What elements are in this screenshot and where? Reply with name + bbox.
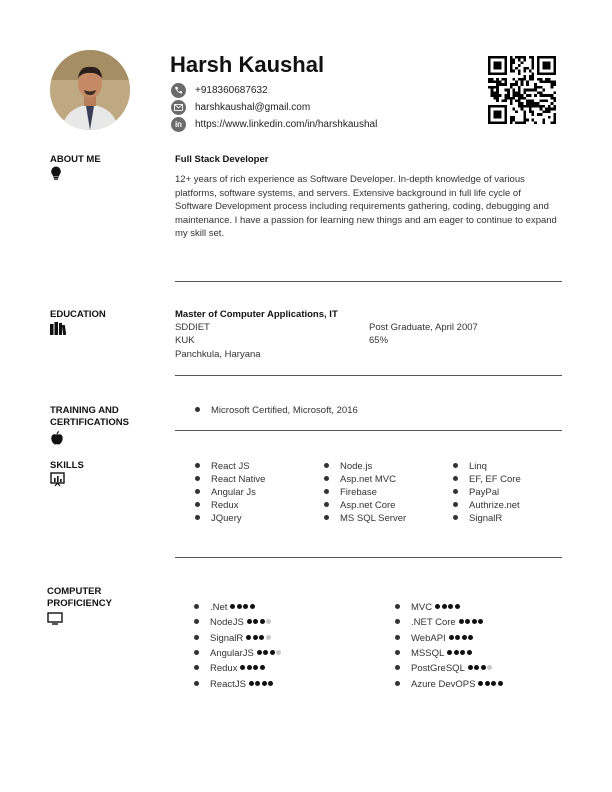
rating-dot bbox=[253, 619, 258, 624]
rating-dot bbox=[448, 604, 453, 609]
email-row bbox=[171, 99, 310, 115]
rating-dot bbox=[442, 604, 447, 609]
rating-dot bbox=[481, 665, 486, 670]
linkedin-icon: in bbox=[171, 117, 186, 132]
lightbulb-icon bbox=[50, 166, 66, 182]
skill-item: PayPal bbox=[453, 486, 521, 499]
proficiency-item bbox=[194, 661, 283, 676]
rating-dot bbox=[266, 635, 271, 640]
education-section-title: EDUCATION bbox=[50, 309, 106, 320]
proficiency-item bbox=[395, 631, 504, 646]
rating-dot bbox=[478, 681, 483, 686]
rating-dot bbox=[474, 665, 479, 670]
qr-code-icon bbox=[488, 56, 556, 124]
university: KUK bbox=[175, 335, 195, 346]
phone-row bbox=[171, 82, 268, 98]
proficiency-left-column bbox=[194, 600, 283, 692]
rating-dot bbox=[468, 665, 473, 670]
rating-dot bbox=[260, 665, 265, 670]
proficiency-item bbox=[194, 677, 283, 692]
rating-dot bbox=[447, 650, 452, 655]
email-icon bbox=[171, 100, 186, 115]
proficiency-item bbox=[395, 600, 504, 615]
proficiency-rating bbox=[468, 660, 494, 675]
rating-dot bbox=[491, 681, 496, 686]
candidate-name: Harsh Kaushal bbox=[170, 52, 325, 77]
presentation-chart-icon bbox=[50, 472, 66, 488]
rating-dot bbox=[276, 650, 281, 655]
rating-dot bbox=[468, 635, 473, 640]
proficiency-skill-name: .NET Core bbox=[411, 617, 456, 629]
rating-dot bbox=[247, 619, 252, 624]
skill-item: Firebase bbox=[324, 486, 406, 499]
proficiency-rating bbox=[435, 599, 461, 614]
skill-item: React Native bbox=[195, 473, 265, 486]
skill-item: Asp.net Core bbox=[324, 499, 406, 512]
divider bbox=[175, 430, 562, 431]
skill-item: MS SQL Server bbox=[324, 512, 406, 525]
skill-item: Angular Js bbox=[195, 486, 265, 499]
rating-dot bbox=[487, 665, 492, 670]
skills-column-2 bbox=[324, 460, 406, 525]
rating-dot bbox=[455, 604, 460, 609]
rating-dot bbox=[246, 635, 251, 640]
rating-dot bbox=[253, 635, 258, 640]
proficiency-rating bbox=[246, 630, 272, 645]
degree: Master of Computer Applications, IT bbox=[175, 309, 338, 320]
skill-item: React JS bbox=[195, 460, 265, 473]
email-address[interactable]: harshkaushal@gmail.com bbox=[195, 101, 311, 113]
profile-photo bbox=[50, 50, 130, 130]
proficiency-skill-name: MSSQL bbox=[411, 648, 445, 660]
about-summary: 12+ years of rich experience as Software Developer. In-depth knowledge of various platforms, software systems, and servers. Extensive background in full life cycle of Software Development process including requirements gathering, coding, debugging and maintenance. I have a passion for learning new things and am eager to continue to expand my skill set. bbox=[175, 174, 557, 239]
proficiency-rating bbox=[247, 614, 273, 629]
skill-item: Asp.net MVC bbox=[324, 473, 406, 486]
proficiency-right-column bbox=[395, 600, 504, 692]
rating-dot bbox=[460, 650, 465, 655]
job-role: Full Stack Developer bbox=[175, 154, 269, 165]
training-title-line2: CERTIFICATIONS bbox=[50, 417, 129, 428]
rating-dot bbox=[467, 650, 472, 655]
rating-dot bbox=[255, 681, 260, 686]
rating-dot bbox=[262, 681, 267, 686]
proficiency-item bbox=[194, 615, 283, 630]
rating-dot bbox=[250, 604, 255, 609]
rating-dot bbox=[459, 619, 464, 624]
rating-dot bbox=[263, 650, 268, 655]
certification-item: Microsoft Certified, Microsoft, 2016 bbox=[195, 404, 358, 417]
divider bbox=[175, 281, 562, 282]
linkedin-url[interactable]: https://www.linkedin.com/in/harshkaushal bbox=[195, 118, 378, 130]
education-status: Post Graduate, April 2007 bbox=[369, 322, 478, 333]
proficiency-skill-name: SignalR bbox=[210, 632, 244, 644]
rating-dot bbox=[435, 604, 440, 609]
rating-dot bbox=[247, 665, 252, 670]
proficiency-item bbox=[395, 646, 504, 661]
proficiency-rating bbox=[240, 660, 266, 675]
rating-dot bbox=[462, 635, 467, 640]
proficiency-item bbox=[194, 600, 283, 615]
proficiency-skill-name: Azure DevOPS bbox=[411, 678, 476, 690]
divider bbox=[175, 557, 562, 558]
rating-dot bbox=[243, 604, 248, 609]
rating-dot bbox=[485, 681, 490, 686]
monitor-icon bbox=[47, 612, 63, 628]
proficiency-rating bbox=[230, 599, 256, 614]
rating-dot bbox=[268, 681, 273, 686]
rating-dot bbox=[259, 635, 264, 640]
institute: SDDIET bbox=[175, 322, 210, 333]
linkedin-row bbox=[171, 116, 377, 132]
proficiency-item bbox=[395, 661, 504, 676]
proficiency-skill-name: WebAPI bbox=[411, 632, 446, 644]
rating-dot bbox=[237, 604, 242, 609]
rating-dot bbox=[454, 650, 459, 655]
rating-dot bbox=[266, 619, 271, 624]
phone-number[interactable]: +918360687632 bbox=[195, 84, 268, 96]
proficiency-skill-name: .Net bbox=[210, 602, 228, 614]
rating-dot bbox=[230, 604, 235, 609]
divider bbox=[175, 375, 562, 376]
training-section-title bbox=[50, 405, 129, 429]
rating-dot bbox=[260, 619, 265, 624]
rating-dot bbox=[455, 635, 460, 640]
rating-dot bbox=[465, 619, 470, 624]
skill-item: EF, EF Core bbox=[453, 473, 521, 486]
rating-dot bbox=[478, 619, 483, 624]
skill-item: Redux bbox=[195, 499, 265, 512]
skills-section-title: SKILLS bbox=[50, 460, 84, 471]
proficiency-item bbox=[395, 615, 504, 630]
proficiency-skill-name: Redux bbox=[210, 663, 238, 675]
skill-item: JQuery bbox=[195, 512, 265, 525]
proficiency-section-title bbox=[47, 586, 112, 610]
apple-icon bbox=[50, 431, 66, 447]
skill-item: Linq bbox=[453, 460, 521, 473]
rating-dot bbox=[257, 650, 262, 655]
skills-column-1 bbox=[195, 460, 265, 525]
books-icon bbox=[50, 322, 66, 338]
training-title-line1: TRAINING AND bbox=[50, 405, 119, 416]
education-score: 65% bbox=[369, 335, 389, 346]
about-section-title: ABOUT ME bbox=[50, 154, 101, 165]
rating-dot bbox=[498, 681, 503, 686]
proficiency-rating bbox=[478, 676, 504, 691]
proficiency-item bbox=[194, 646, 283, 661]
proficiency-skill-name: MVC bbox=[411, 602, 433, 614]
proficiency-rating bbox=[447, 645, 473, 660]
education-location: Panchkula, Haryana bbox=[175, 349, 261, 360]
rating-dot bbox=[270, 650, 275, 655]
proficiency-skill-name: AngularJS bbox=[210, 648, 254, 660]
rating-dot bbox=[472, 619, 477, 624]
phone-icon bbox=[171, 83, 186, 98]
skill-item: SignalR bbox=[453, 512, 521, 525]
proficiency-rating bbox=[257, 645, 283, 660]
skill-item: Node.js bbox=[324, 460, 406, 473]
proficiency-item bbox=[395, 677, 504, 692]
proficiency-item bbox=[194, 631, 283, 646]
proficiency-rating bbox=[249, 676, 275, 691]
rating-dot bbox=[253, 665, 258, 670]
proficiency-title-line2: PROFICIENCY bbox=[47, 598, 112, 609]
rating-dot bbox=[249, 681, 254, 686]
proficiency-title-line1: COMPUTER bbox=[47, 586, 102, 597]
proficiency-skill-name: NodeJS bbox=[210, 617, 244, 629]
rating-dot bbox=[449, 635, 454, 640]
proficiency-rating bbox=[449, 630, 475, 645]
skills-column-3 bbox=[453, 460, 521, 525]
proficiency-skill-name: ReactJS bbox=[210, 678, 246, 690]
skill-item: Authrize.net bbox=[453, 499, 521, 512]
rating-dot bbox=[240, 665, 245, 670]
proficiency-rating bbox=[459, 614, 485, 629]
proficiency-skill-name: PostGreSQL bbox=[411, 663, 465, 675]
